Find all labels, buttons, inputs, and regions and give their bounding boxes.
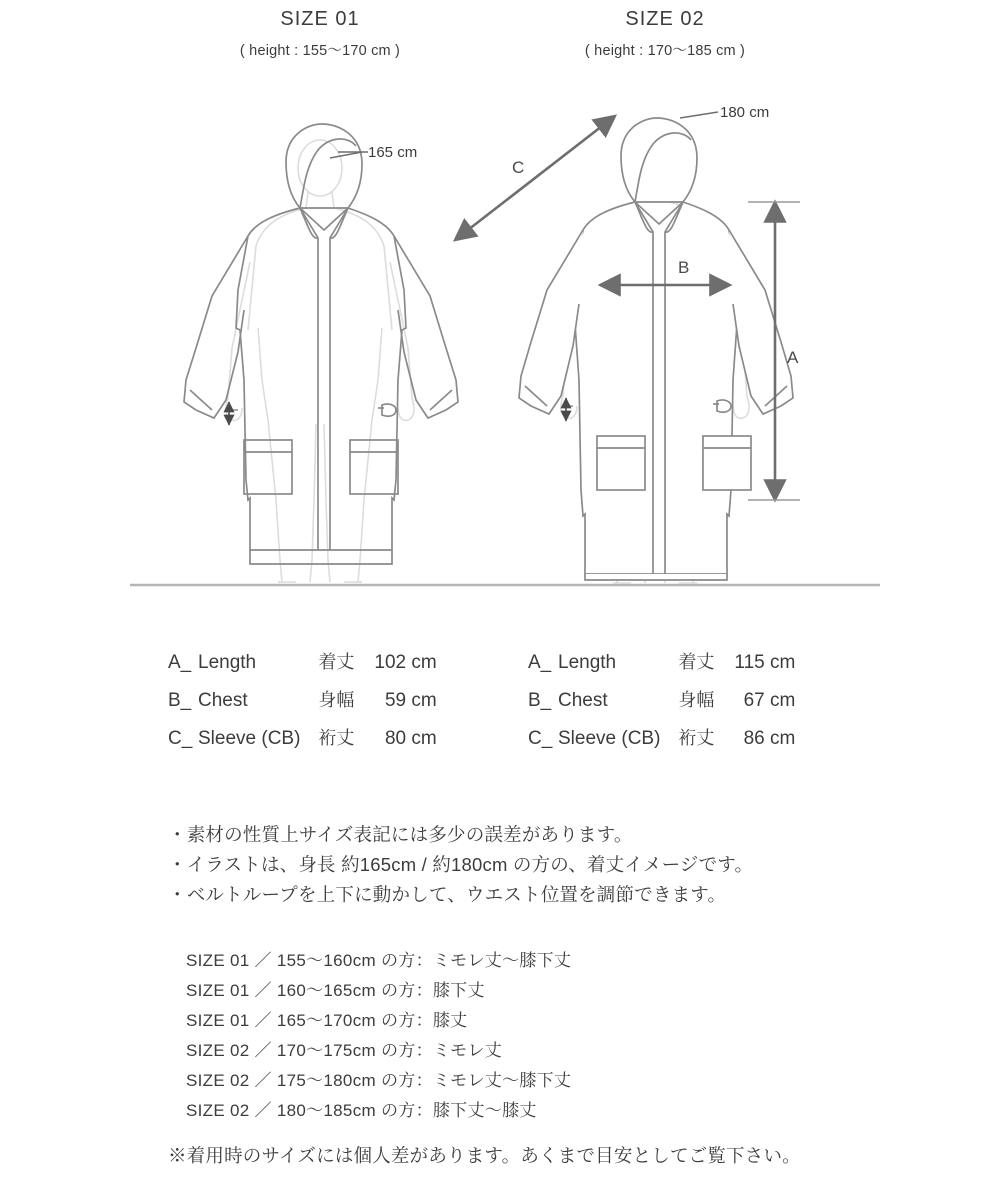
note-line: ・素材の性質上サイズ表記には多少の誤差があります。: [168, 824, 633, 845]
garment-illustration: [0, 80, 1000, 620]
size-01-height-note: ( height : 155〜170 cm ): [239, 43, 401, 59]
model-height-label-02: 180 cm: [720, 104, 770, 121]
spec-code: C_: [168, 728, 193, 749]
spec-value: 115 cm: [734, 652, 796, 673]
length-guide-line: SIZE 02 ／ 180〜185cm の方：膝下丈〜膝丈: [186, 1101, 537, 1120]
size-01-header: [160, 8, 480, 60]
spec-value: 102 cm: [374, 652, 437, 673]
size-01-title: SIZE 01: [280, 8, 360, 30]
spec-value: 59 cm: [384, 690, 437, 711]
spec-code: A_: [168, 652, 192, 673]
size-02-title: SIZE 02: [625, 8, 705, 30]
spec-code: C_: [528, 728, 553, 749]
spec-label: Sleeve (CB): [198, 728, 301, 749]
size-02-header: [505, 8, 825, 60]
length-guide-line: SIZE 01 ／ 165〜170cm の方：膝丈: [186, 1011, 468, 1030]
measure-label-c: C: [512, 158, 525, 177]
spec-row: [528, 686, 795, 724]
spec-label-jp: 着丈: [678, 652, 715, 672]
spec-row: [168, 686, 437, 724]
spec-label-jp: 身幅: [678, 690, 715, 710]
spec-label: Length: [558, 652, 617, 673]
spec-code: A_: [528, 652, 552, 673]
spec-row: [168, 648, 437, 686]
spec-value: 80 cm: [384, 728, 437, 749]
spec-code: B_: [168, 690, 192, 711]
spec-table-size-01: [168, 648, 437, 762]
spec-label: Sleeve (CB): [558, 728, 661, 749]
spec-label-jp: 裄丈: [318, 728, 355, 748]
length-guide-line: SIZE 02 ／ 175〜180cm の方：ミモレ丈〜膝下丈: [186, 1071, 572, 1090]
measure-label-a: A: [787, 348, 799, 367]
spec-label: Length: [198, 652, 257, 673]
length-guide-line: SIZE 01 ／ 160〜165cm の方：膝下丈: [186, 981, 485, 1000]
leader-180cm: [680, 112, 718, 118]
spec-label: Chest: [558, 690, 608, 711]
spec-code: B_: [528, 690, 552, 711]
spec-label: Chest: [198, 690, 248, 711]
spec-row: [528, 724, 795, 762]
measure-label-b: B: [678, 258, 690, 277]
size-02-height-note: ( height : 170〜185 cm ): [584, 43, 746, 59]
note-line: ・イラストは、身長 約165cm / 約180cm の方の、着丈イメージです。: [168, 854, 754, 875]
illustration-area: [0, 80, 1000, 620]
figure-size-01: [184, 124, 458, 582]
spec-label-jp: 身幅: [318, 690, 355, 710]
notes-block: [168, 820, 928, 910]
spec-row: [528, 648, 795, 686]
spec-row: [168, 724, 437, 762]
length-guide-line: SIZE 02 ／ 170〜175cm の方：ミモレ丈: [186, 1041, 503, 1060]
spec-table-size-02: [528, 648, 795, 762]
length-guide-block: [186, 946, 886, 1126]
spec-label-jp: 裄丈: [678, 728, 715, 748]
model-height-label-01: 165 cm: [368, 144, 418, 161]
footnote: ※着用時のサイズには個人差があります。あくまで目安としてご覧下さい。: [168, 1145, 801, 1166]
spec-value: 86 cm: [743, 728, 796, 749]
spec-value: 67 cm: [743, 690, 796, 711]
figure-size-02: [519, 118, 793, 583]
spec-label-jp: 着丈: [318, 652, 355, 672]
note-line: ・ベルトループを上下に動かして、ウエスト位置を調節できます。: [168, 884, 727, 905]
length-guide-line: SIZE 01 ／ 155〜160cm の方：ミモレ丈〜膝下丈: [186, 951, 572, 970]
